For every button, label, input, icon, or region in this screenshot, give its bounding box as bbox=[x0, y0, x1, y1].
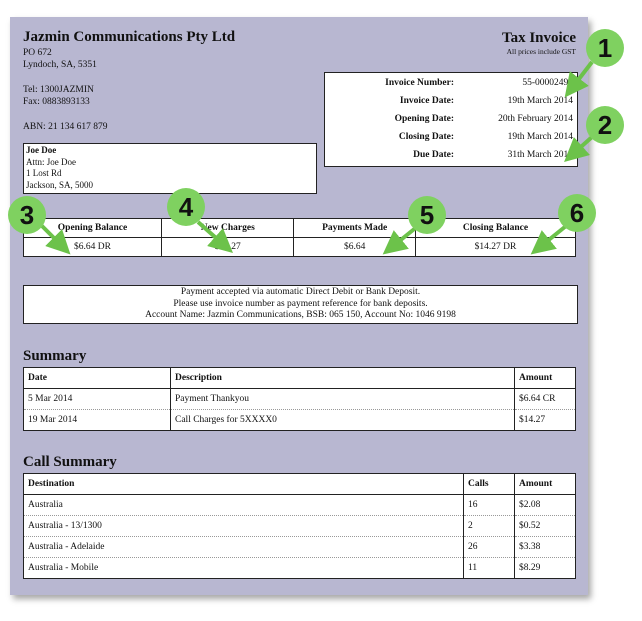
field-value: 20th February 2014 bbox=[498, 114, 573, 124]
gst-note: All prices include GST bbox=[506, 47, 576, 56]
summary-amount: $6.64 CR bbox=[515, 389, 576, 410]
company-name: Jazmin Communications Pty Ltd bbox=[23, 29, 236, 45]
column-header: Calls bbox=[464, 474, 515, 495]
customer-line: Attn: Joe Doe bbox=[26, 156, 76, 167]
arrow-1 bbox=[572, 62, 592, 88]
payments-made-value: $6.64 bbox=[294, 238, 415, 257]
callout-badge-5: 5 bbox=[408, 196, 446, 234]
company-abn: ABN: 21 134 617 879 bbox=[23, 122, 108, 132]
summary-description: Payment Thankyou bbox=[171, 389, 515, 410]
payment-note-line: Payment accepted via automatic Direct Debit or Bank Deposit. bbox=[180, 287, 421, 297]
customer-line: 1 Lost Rd bbox=[26, 168, 62, 178]
new-charges-value: $14.27 bbox=[162, 238, 294, 257]
company-fax: Fax: 0883893133 bbox=[23, 97, 90, 107]
column-header: Description bbox=[171, 368, 515, 389]
summary-amount: $14.27 bbox=[515, 410, 576, 431]
address-line: PO 672 bbox=[23, 48, 52, 58]
call-amount: $0.52 bbox=[515, 516, 576, 537]
column-header: Opening Balance bbox=[24, 219, 162, 238]
call-count: 26 bbox=[464, 537, 515, 558]
arrow-2 bbox=[573, 137, 592, 154]
column-header: Payments Made bbox=[294, 219, 415, 238]
company-tel: Tel: 1300JAZMIN bbox=[23, 85, 94, 95]
call-destination: Australia bbox=[24, 495, 464, 516]
column-header: Amount bbox=[515, 474, 576, 495]
callout-badge-2: 2 bbox=[586, 106, 624, 144]
arrow-3 bbox=[40, 224, 62, 246]
call-amount: $8.29 bbox=[515, 558, 576, 579]
callout-badge-3: 3 bbox=[8, 196, 46, 234]
field-value: 19th March 2014 bbox=[507, 96, 573, 106]
customer-line: Jackson, SA, 5000 bbox=[26, 179, 93, 190]
field-label: Closing Date: bbox=[398, 132, 454, 142]
payment-note-line: Account Name: Jazmin Communications, BSB: 065 150, Account No: 1046 9198 bbox=[145, 310, 456, 320]
arrow-4 bbox=[198, 222, 224, 245]
call-destination: Australia - Adelaide bbox=[24, 537, 464, 558]
summary-date: 19 Mar 2014 bbox=[28, 415, 78, 425]
invoice-title: Tax Invoice bbox=[501, 30, 576, 46]
field-value: 31th March 2014 bbox=[507, 150, 573, 160]
call-count: 2 bbox=[464, 516, 515, 537]
summary-description: Call Charges for 5XXXX0 bbox=[171, 410, 515, 431]
payment-note-line: Please use invoice number as payment reference for bank deposits. bbox=[173, 298, 428, 309]
closing-balance-value: $14.27 DR bbox=[415, 238, 575, 257]
summary-title: Summary bbox=[23, 348, 87, 364]
column-header: Amount bbox=[515, 368, 576, 389]
field-value: 55-00002496 bbox=[522, 78, 573, 88]
call-count: 11 bbox=[464, 558, 515, 579]
column-header: New Charges bbox=[162, 219, 294, 238]
call-amount: $2.08 bbox=[515, 495, 576, 516]
field-label: Invoice Number: bbox=[385, 78, 454, 88]
column-header: Closing Balance bbox=[415, 219, 575, 238]
call-destination: Australia - Mobile bbox=[28, 563, 99, 573]
arrow-6 bbox=[540, 226, 566, 247]
field-value: 19th March 2014 bbox=[507, 132, 573, 142]
callout-badge-4: 4 bbox=[167, 188, 205, 226]
field-label: Opening Date: bbox=[394, 114, 454, 124]
column-header: Date bbox=[24, 368, 171, 389]
opening-balance-value: $6.64 DR bbox=[24, 238, 162, 257]
field-label: Due Date: bbox=[413, 150, 454, 160]
field-label: Invoice Date: bbox=[399, 96, 454, 106]
call-summary-title: Call Summary bbox=[23, 454, 117, 470]
summary-date: 5 Mar 2014 bbox=[24, 389, 171, 410]
call-amount: $3.38 bbox=[515, 537, 576, 558]
call-count: 16 bbox=[464, 495, 515, 516]
call-destination: Australia - 13/1300 bbox=[24, 516, 464, 537]
customer-name: Joe Doe bbox=[26, 145, 57, 155]
callout-badge-1: 1 bbox=[586, 29, 624, 67]
callout-badge-6: 6 bbox=[558, 194, 596, 232]
address-line: Lyndoch, SA, 5351 bbox=[23, 60, 97, 70]
column-header: Destination bbox=[24, 474, 464, 495]
